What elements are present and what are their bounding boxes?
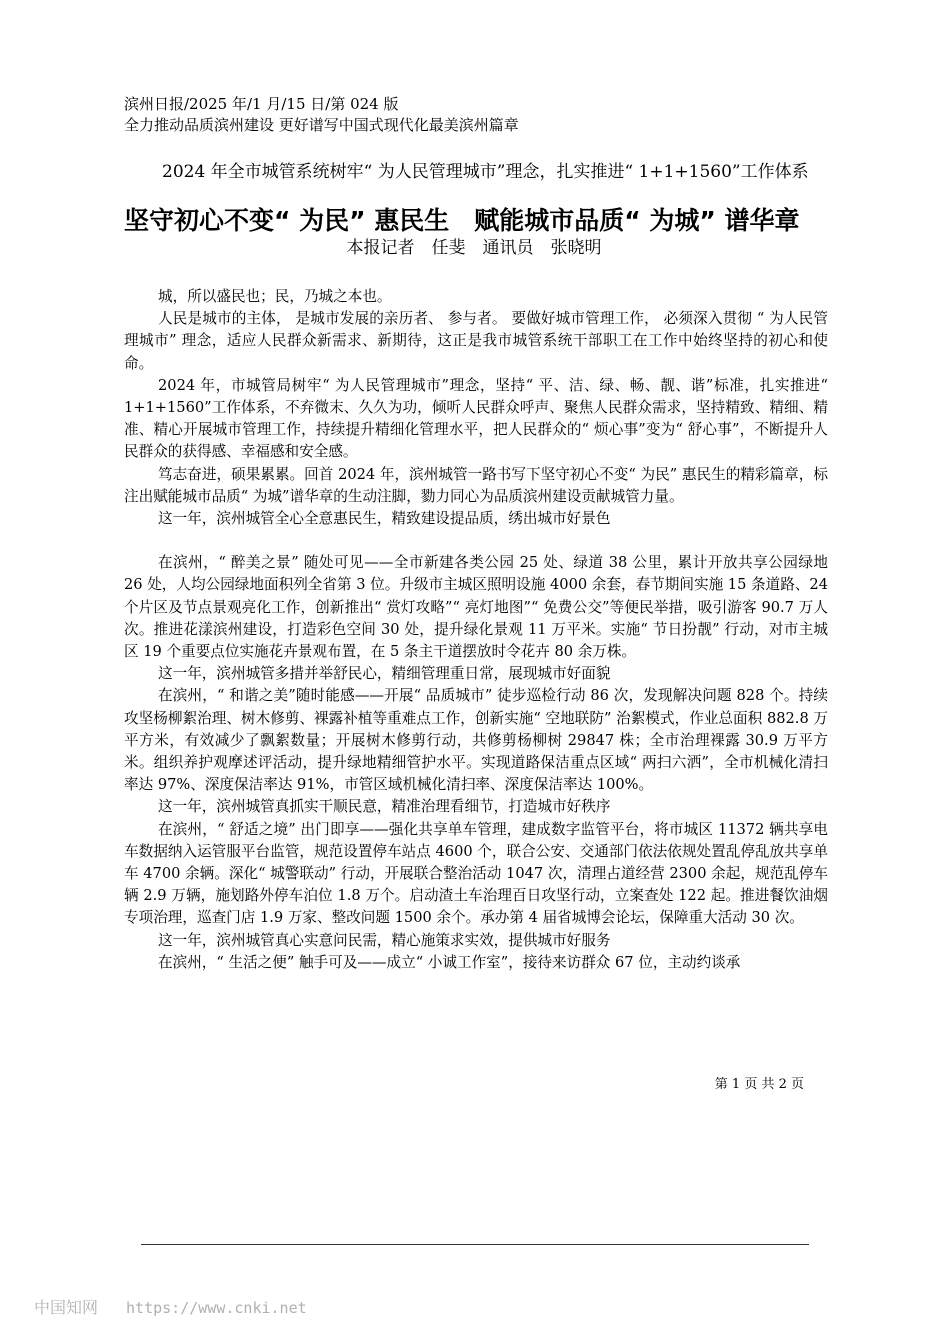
paragraph: 在滨州，“ 醉美之景” 随处可见——全市新建各类公园 25 处、绿道 38 公里，累计开放共享公园绿地 26 处，人均公园绿地面积列全省第 3 位。升级市主城区照明设施 4000 余套，春节期间实施 15 条道路、24 个片区及节点景观亮化工作，创新推出“ 赏灯攻略”“ 亮灯地图”“ 免费公交”等便民举措，吸引游客 90.7 万人次。推进花漾滨州建设，打造彩色空间 30 处，提升绿化景观 11 万平米。实施“ 节日扮靓” 行动，对市主城区 19 个重要点位实施花卉景观布置，在 5 条主干道摆放时令花卉 80 余万株。 bbox=[124, 554, 828, 661]
document-header bbox=[124, 94, 824, 136]
footer-divider bbox=[141, 1244, 809, 1245]
watermark-brand: 中国知网 bbox=[34, 1298, 99, 1317]
paragraph: 在滨州，“ 舒适之境” 出门即享——强化共享单车管理，建成数字监管平台，将市城区 11372 辆共享电车数据纳入运管服平台监管，规范设置停车站点 4600 个，联合公安、交通部门依法依规处置乱停乱放共享单车 4700 余辆。深化“ 城警联动” 行动，开展联合整治活动 1047 次，清理占道经营 2300 余起，规范乱停车辆 2.9 万辆，施划路外停车泊位 1.8 万个。启动渣土车治理百日攻坚行动，立案查处 122 起。推进餐饮油烟专项治理，巡查门店 1.9 万家、整改问题 1500 余个。承办第 4 届省城博会论坛，保障重大活动 30 次。 bbox=[124, 820, 828, 927]
paragraph: 笃志奋进，硕果累累。回首 2024 年，滨州城管一路书写下坚守初心不变“ 为民” 惠民生的精彩篇章，标注出赋能城市品质“ 为城”谱华章的生动注脚，勠力同心为品质滨州建设贡献城管力量。 bbox=[124, 465, 828, 505]
article-byline: 本报记者 任斐 通讯员 张晓明 bbox=[346, 238, 602, 258]
paragraph: 在滨州，“ 生活之便” 触手可及——成立“ 小诚工作室”，接待来访群众 67 位，主动约谈承 bbox=[158, 953, 741, 971]
paragraph: 2024 年，市城管局树牢“ 为人民管理城市”理念，坚持“ 平、洁、绿、畅、靓、谐”标准，扎实推进“ 1+1+1560”工作体系，不弃微末、久久为功，倾听人民群众呼声、聚焦人民群众需求，坚持精致、精细、精准、精心开展城市管理工作，持续提升精细化管理水平，把人民群众的“ 烦心事”变为“ 舒心事”，不断提升人民群众的获得感、幸福感和安全感。 bbox=[124, 376, 828, 461]
paragraph: 在滨州，“ 和谐之美”随时能感——开展“ 品质城市” 徒步巡检行动 86 次，发现解决问题 828 个。持续攻坚杨柳絮治理、树木修剪、裸露补植等重难点工作，创新实施“ 空地联防” 治絮模式，作业总面积 882.8 万平方米，有效减少了飘絮数量；开展树木修剪行动，共修剪杨柳树 29847 株；全市治理裸露 30.9 万平方米。组织养护观摩述评活动，提升绿地精细管护水平。实现道路保洁重点区域“ 两扫六洒”，全市机械化清扫率达 97%、深度保洁率达 91%，市管区域机械化清扫率、深度保洁率达 100%。 bbox=[124, 687, 828, 794]
section-heading: 这一年，滨州城管全心全意惠民生，精致建设提品质，绣出城市好景色 bbox=[158, 510, 611, 528]
article-subtitle: 2024 年全市城管系统树牢“ 为人民管理城市”理念，扎实推进“ 1+1+1560”工作体系 bbox=[162, 162, 809, 182]
cnki-watermark bbox=[34, 1295, 307, 1318]
section-heading: 这一年，滨州城管多措并举舒民心，精细管理重日常，展现城市好面貌 bbox=[158, 665, 611, 683]
publication-source: 滨州日报/2025 年/1 月/15 日/第 024 版 bbox=[124, 95, 399, 113]
page-number: 第 1 页 共 2 页 bbox=[714, 1077, 804, 1092]
paragraph: 城，所以盛民也；民，乃城之本也。 bbox=[158, 288, 392, 305]
watermark-url[interactable]: https://www.cnki.net bbox=[126, 1299, 307, 1317]
article-title: 坚守初心不变“ 为民” 惠民生 赋能城市品质“ 为城” 谱华章 bbox=[124, 206, 800, 235]
article-body bbox=[124, 286, 828, 974]
paragraph: 人民是城市的主体， 是城市发展的亲历者、 参与者。 要做好城市管理工作， 必须深入贯彻 “ 为人民管理城市” 理念，适应人民群众新需求、新期待，这正是我市城管系统干部职工在工作中始终坚持的初心和使命。 bbox=[124, 310, 828, 372]
section-heading: 这一年，滨州城管真心实意问民需，精心施策求实效，提供城市好服务 bbox=[158, 931, 611, 949]
column-title: 全力推动品质滨州建设 更好谱写中国式现代化最美滨州篇章 bbox=[124, 116, 519, 134]
section-heading: 这一年，滨州城管真抓实干顺民意，精准治理看细节，打造城市好秩序 bbox=[158, 798, 611, 816]
